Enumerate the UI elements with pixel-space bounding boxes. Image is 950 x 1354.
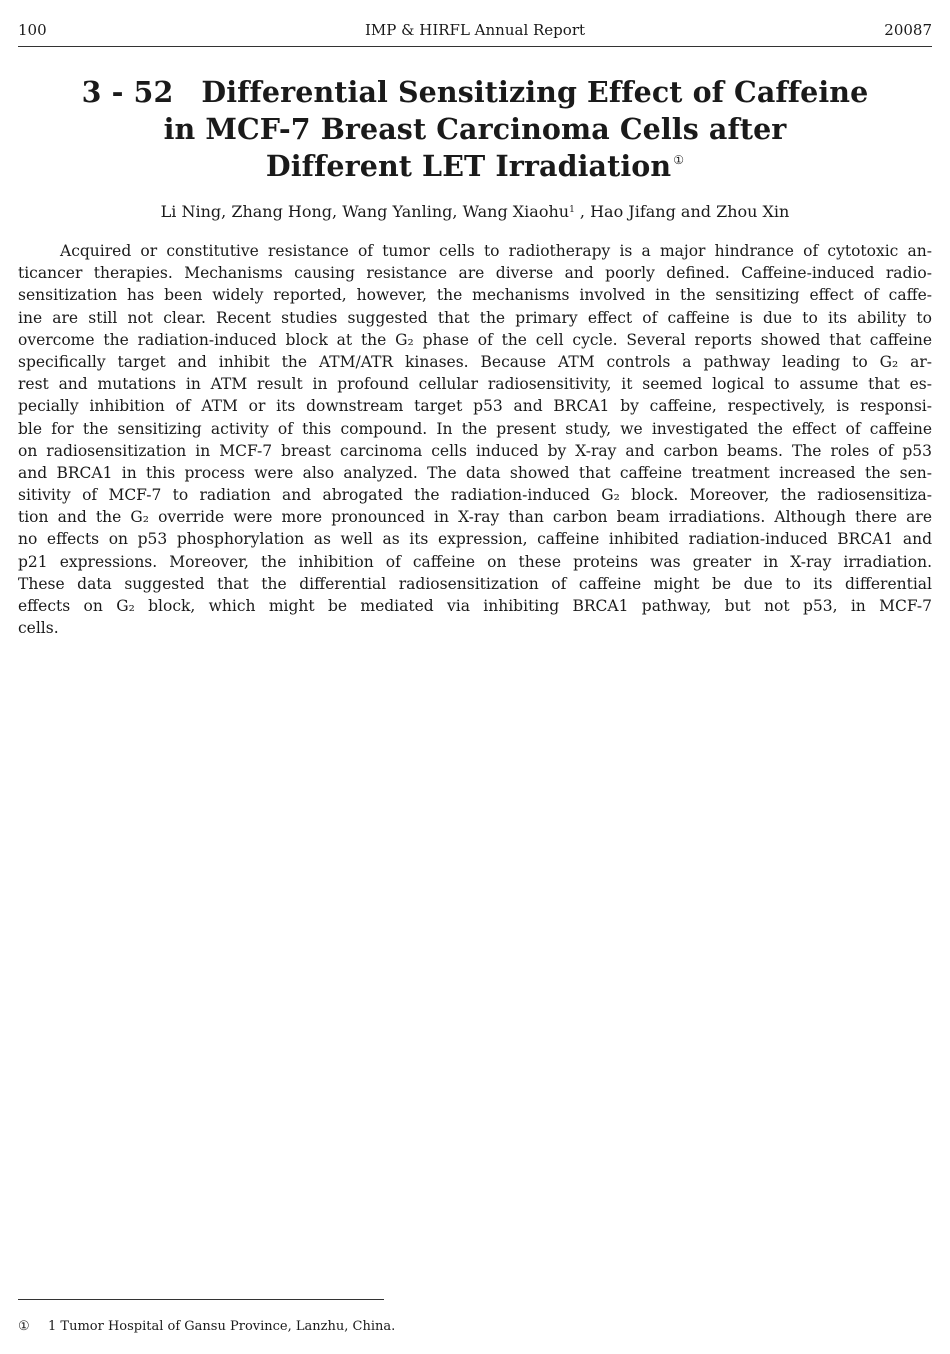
abstract-line: ine are still not clear. Recent studies suggested that the primary effect of caffeine is due to its ability to xyxy=(18,308,932,327)
abstract-line: sitivity of MCF-7 to radiation and abrogated the radiation-induced G₂ block. Moreover, the radiosensitiza- xyxy=(18,486,932,505)
authors-part-1: Li Ning, Zhang Hong, Wang Yanling, Wang Xiaohu xyxy=(160,202,570,221)
title-line-1 xyxy=(40,74,910,111)
title-text-1: Differential Sensitizing Effect of Caffeine xyxy=(201,75,869,109)
paper-number: 3 - 52 xyxy=(81,75,174,109)
abstract-line: sensitization has been widely reported, however, the mechanisms involved in the sensitizing effect of caffe- xyxy=(18,286,932,305)
abstract-line: no effects on p53 phosphorylation as well as its expression, caffeine inhibited radiation-induced BRCA1 and xyxy=(18,530,932,549)
abstract-line: These data suggested that the differential radiosensitization of caffeine might be due to its differential xyxy=(18,574,932,593)
abstract-line: pecially inhibition of ATM or its downstream target p53 and BRCA1 by caffeine, respectively, is responsi- xyxy=(18,397,932,416)
paper-title xyxy=(40,74,910,185)
abstract-line: and BRCA1 in this process were also analyzed. The data showed that caffeine treatment increased the sen- xyxy=(18,463,932,482)
affiliation-mark: 1 xyxy=(569,205,575,215)
title-line-3 xyxy=(40,148,910,185)
footnote-text: 1 Tumor Hospital of Gansu Province, Lanzhu, China. xyxy=(48,1319,396,1334)
abstract xyxy=(18,240,932,639)
abstract-line: p21 expressions. Moreover, the inhibition of caffeine on these proteins was greater in X-ray irradiation. xyxy=(18,552,932,571)
abstract-line: on radiosensitization in MCF-7 breast carcinoma cells induced by X-ray and carbon beams. The roles of p53 xyxy=(18,441,932,460)
authors-part-2: , Hao Jifang and Zhou Xin xyxy=(574,202,790,221)
author-list xyxy=(0,201,950,223)
year-code: 20087 xyxy=(884,21,932,39)
abstract-line: rest and mutations in ATM result in profound cellular radiosensitivity, it seemed logical to assume that es- xyxy=(18,375,932,394)
abstract-line: overcome the radiation-induced block at the G₂ phase of the cell cycle. Several reports showed that caffeine xyxy=(18,330,932,349)
page-number: 100 xyxy=(18,21,47,39)
header-rule xyxy=(18,46,932,47)
footnote-rule xyxy=(18,1299,384,1300)
title-line-2: in MCF-7 Breast Carcinoma Cells after xyxy=(163,112,787,146)
abstract-line: Acquired or constitutive resistance of tumor cells to radiotherapy is a major hindrance of cytotoxic an- xyxy=(60,242,932,260)
footnote-symbol: ① xyxy=(18,1319,30,1334)
footnote xyxy=(18,1318,395,1336)
abstract-line: ticancer therapies. Mechanisms causing resistance are diverse and poorly defined. Caffeine-induced radio- xyxy=(18,264,932,283)
abstract-line: cells. xyxy=(18,619,59,638)
abstract-line: ble for the sensitizing activity of this compound. In the present study, we investigated the effect of caffeine xyxy=(18,419,932,438)
title-footnote-mark: ① xyxy=(673,153,685,167)
journal-title: IMP & HIRFL Annual Report xyxy=(364,21,586,39)
running-head xyxy=(18,18,932,42)
title-text-3: Different LET Irradiation xyxy=(265,149,672,183)
abstract-line: specifically target and inhibit the ATM/ATR kinases. Because ATM controls a pathway leading to G₂ ar- xyxy=(18,352,932,371)
abstract-line: tion and the G₂ override were more pronounced in X-ray than carbon beam irradiations. Although there are xyxy=(18,508,932,527)
abstract-line: effects on G₂ block, which might be mediated via inhibiting BRCA1 pathway, but not p53, in MCF-7 xyxy=(18,597,932,615)
